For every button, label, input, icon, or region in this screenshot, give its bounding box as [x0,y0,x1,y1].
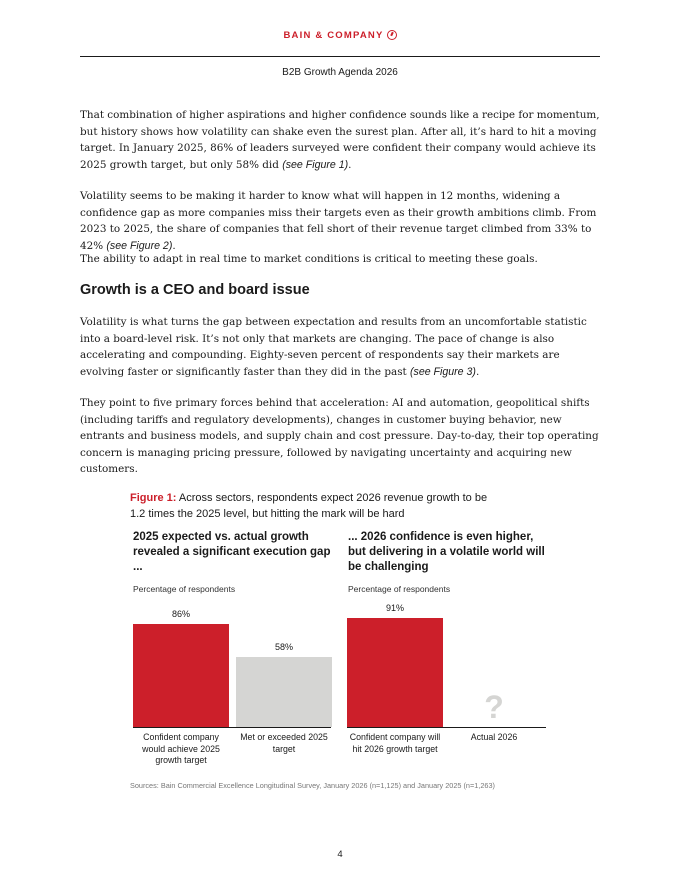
value-label-confident-2025: 86% [171,608,190,619]
bar-confident-2025 [133,624,229,727]
paragraph-5 [80,395,602,478]
figure-2-reference: (see Figure 2) [106,239,173,252]
category-confident-2026: Confident company will hit 2026 growth target [349,732,441,754]
left-panel-ylabel: Percentage of respondents [133,584,236,594]
p3-text: The ability to adapt in real time to market conditions is critical to meeting these goals. [80,253,538,265]
left-panel-title: 2025 expected vs. actual growth revealed a significant execution gap ... [133,531,331,573]
paragraph-2 [80,188,602,254]
p4-text: Volatility is what turns the gap between expectation and results from an uncomfortable statistic into a board-level risk. It’s not only that markets are changing. The pace of change is also accelerating and compounding. Eighty-seven percent of respondents say their markets are evolving faster or significantly faster than they did in the past [80,316,587,378]
category-actual-2026: Actual 2026 [470,732,518,742]
p1-end: . [348,158,352,171]
figure-1-reference: (see Figure 1) [282,158,349,171]
paragraph-3 [80,251,602,268]
p1-text: That combination of higher aspirations and higher confidence sounds like a recipe for momentum, but history shows how volatility can shake even the surest plan. After all, it’s hard to hit a moving target. In January 2025, 86% of leaders surveyed were confident their company would achieve its 2025 growth target, but only 58% did [80,109,600,171]
paragraph-1 [80,107,602,173]
figure-sources: Sources: Bain Commercial Excellence Longitudinal Survey, January 2026 (n=1,125) and January 2025 (n=1,263) [130,781,495,790]
figure-3-reference: (see Figure 3) [410,365,476,378]
p2-text: Volatility seems to be making it harder to know what will happen in 12 months, widening a confidence gap as more companies miss their targets even as their growth ambitions climb. From 2023 to 2025, the share of companies that fell short of their revenue target climbed from 33% to 42% [80,190,597,252]
question-mark-actual-2026: ? [484,689,504,725]
brand-name: BAIN & COMPANY [283,30,384,41]
value-label-confident-2026: 91% [385,602,404,613]
page-number: 4 [337,849,343,860]
brand-logo [0,30,680,41]
paragraph-4 [80,314,602,380]
category-confident-2025: Confident company would achieve 2025 growth target [142,732,220,765]
bar-confident-2026 [347,618,443,727]
p4-end: . [475,365,480,378]
bain-logo-icon [387,30,397,40]
value-label-met-2025: 58% [274,642,293,653]
left-x-axis [133,727,331,728]
figure-label: Figure 1: [130,492,177,504]
header-rule [80,56,600,57]
right-x-axis [347,727,546,728]
p2-end: . [172,239,176,252]
report-subtitle: B2B Growth Agenda 2026 [282,67,398,78]
right-panel-title: ... 2026 confidence is even higher, but delivering in a volatile world will be challenging [348,531,545,573]
category-met-2025: Met or exceeded 2025 target [240,732,328,754]
p5-text: They point to five primary forces behind that acceleration: AI and automation, geopolitical shifts (including tariffs and regulatory developments), changes in customer buying behavior, new entrants and business models, and supply chain and cost pressure. Day-to-day, their top operating concern is managing pricing pressure, followed by navigating uncertainty and acquiring new customers. [80,397,599,475]
figure-title [130,490,500,522]
bar-met-2025 [236,657,332,727]
right-panel-ylabel: Percentage of respondents [348,584,451,594]
figure-caption: Across sectors, respondents expect 2026 revenue growth to be 1.2 times the 2025 level, but hitting the mark will be hard [130,492,488,520]
section-heading: Growth is a CEO and board issue [80,282,310,298]
